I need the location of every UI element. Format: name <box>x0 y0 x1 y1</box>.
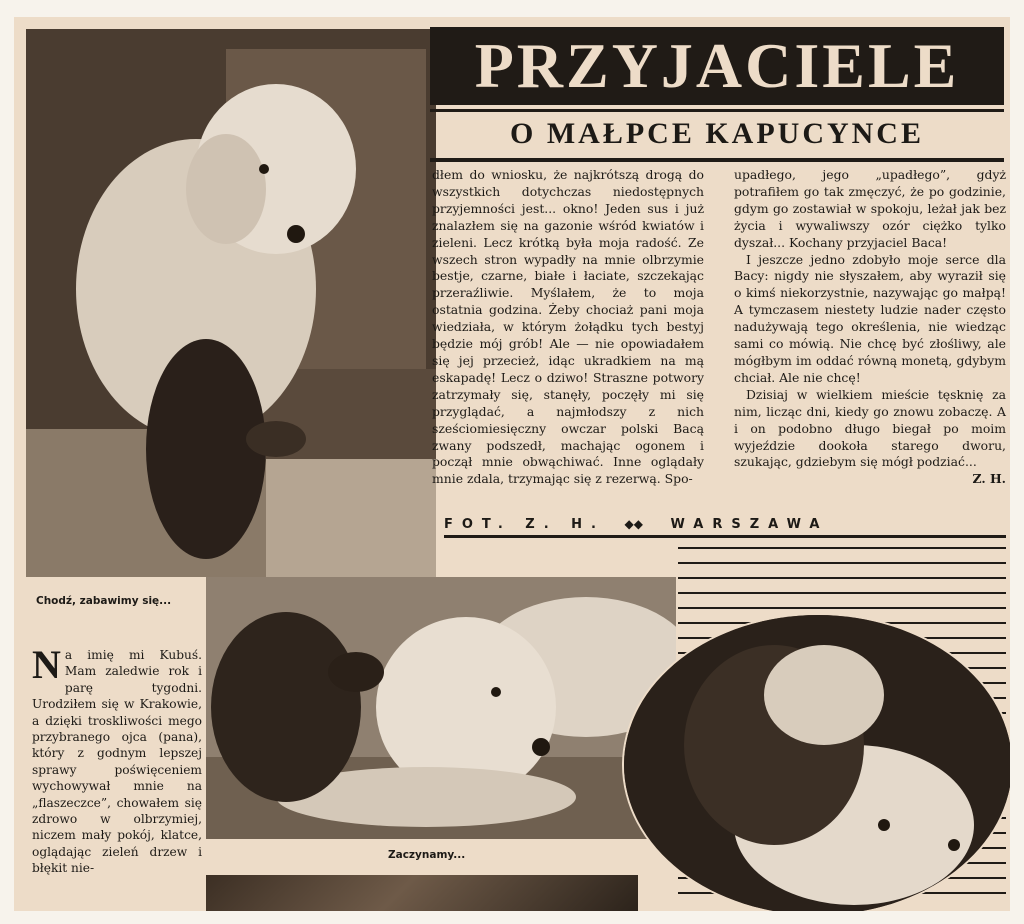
caption-first-photo: Chodź, zabawimy się... <box>36 595 172 607</box>
photo-credit-author: FOT. Z. H. <box>444 517 605 532</box>
author-signature: Z. H. <box>972 471 1006 487</box>
page-subtitle: O MAŁPCE KAPUCYNCE <box>430 109 1004 162</box>
title-block <box>430 27 1004 105</box>
magazine-page <box>14 17 1010 911</box>
photo-dog-and-monkey-lying <box>206 577 676 839</box>
photo-dog-and-monkey-steps <box>26 29 436 577</box>
article-column-middle <box>432 167 704 488</box>
photo-bottom-strip <box>206 875 638 911</box>
article-paragraph: dłem do wniosku, że najkrótszą drogą do wszystkich dotychczas niedostępnych przyjemności jest... okno! Jeden sus i już znalazłem się na gazonie wśród kwiatów i zieleni. Lecz krótką była moja radość. Ze wszech stron wypadły na mnie olbrzymie bestje, czarne, białe i łaciate, szczekając przeraźliwie. Myślałem, że to moja ostatnia godzina. Żeby chociaż pani moja wiedziała, w którym żołądku tych bestyj będzie mój grób! Ale — nie opowiadałem się jej przecież, idąc ukradkiem na mą eskapadę! Lecz o dziwo! Straszne potwory zatrzymały się, stanęły, poczęły mi się przyglądać, a najmłodszy z nich sześciomiesięczny owczar polski Bacą zwany podszedł, machając ogonem i począł mnie obwąchiwać. Inne oglądały mnie zdala, trzymając się z rezerwą. Spo- <box>432 167 704 487</box>
caption-second-photo: Zaczynamy... <box>388 849 466 861</box>
article-intro-column <box>32 642 202 877</box>
photo-monkey-hugging-puppy <box>622 613 1010 911</box>
article-paragraph: I jeszcze jedno zdobyło moje serce dla Bacy: nigdy nie słyszałem, aby wyraził się o kimś niekorzystnie, nazywając go małpą! A tymczasem niestety ludzie nader często nadużywają tego określenia, nie wiedząc sami co mówią. Nie chcę być złośliwy, ale mógłbym im oddać równą monetą, gdybym chciał. Ale nie chcę! <box>734 251 1006 385</box>
article-column-right <box>734 167 1006 488</box>
article-intro-text: a imię mi Kubuś. Mam zaledwie rok i parę tygodni. Urodziłem się w Krakowie, a dzięki troskliwości mego przybranego ojca (pana), który z godnym lepszej sprawy poświęceniem wychowywał mnie na „flaszeczce”, chowałem się zdrowo w olbrzymiej, niczem mały pokój, klatce, oglądając zieleń drzew i błękit nie- <box>32 648 202 876</box>
diamond-ornament-icon: ◆◆ <box>624 517 643 531</box>
page-title: PRZYJACIELE <box>474 30 960 101</box>
article-paragraph: Dzisiaj w wielkiem mieście tęsknię za nim, licząc dni, kiedy go znowu zobaczę. A i on podobno długo biegał po moim wyjeździe dookoła starego dworu, szukając, gdziebym się mógł podziać... <box>734 386 1006 470</box>
photo-credit-city: WARSZAWA <box>670 517 829 532</box>
article-paragraph: upadłego, jego „upadłego”, gdyż potrafiłem go tak zmęczyć, że po godzinie, gdym go zostawiał w spokoju, leżał jak bez życia i wywaliwszy ozór ciężko tylko dyszał... Kochany przyjaciel Baca! <box>734 167 1006 250</box>
drop-cap: N <box>32 642 61 687</box>
photo-credit-line <box>444 513 1006 538</box>
